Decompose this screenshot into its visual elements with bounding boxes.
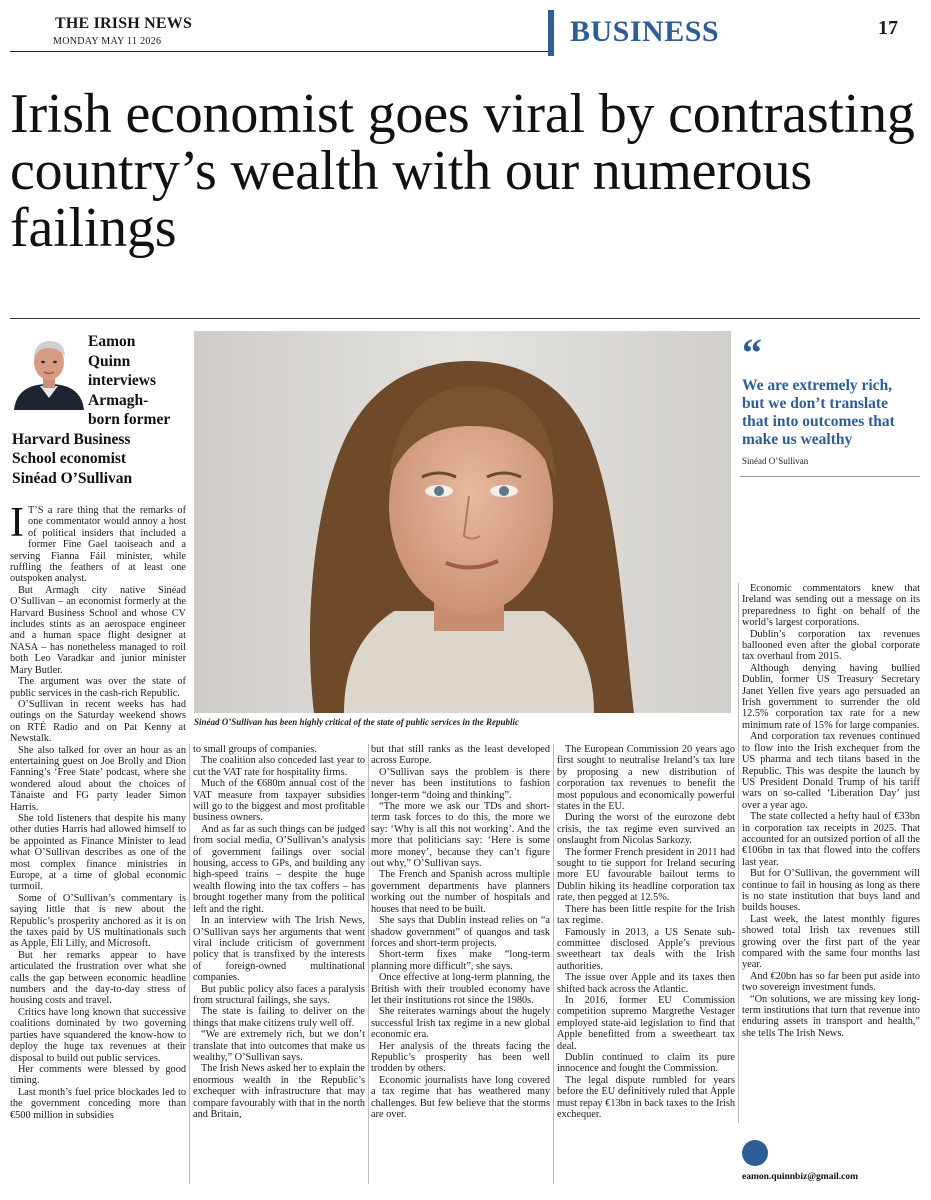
- column-rule: [553, 744, 554, 1184]
- paragraph: And as far as such things can be judged from social media, O’Sullivan’s analysis of government failings over social housing, access to GPs, and building any high-speed trains – despite the huge wealth flowing into the tax coffers – has brought together many from the political left and the right.: [193, 823, 365, 915]
- article-column-1: [10, 500, 186, 1121]
- paragraph: And corporation tax revenues continued to flow into the Irish exchequer from the US pharma and tech titans based in the Republic. This was despite the launch by US President Donald Trump of his tariff wars on so-called ‘Liberation Day’ just over a year ago.: [742, 731, 920, 811]
- paragraph: Critics have long known that successive coalitions dominated by two governing parties have squandered the know-how to deploy the huge tax revenues at their disposal to build out public services.: [10, 1006, 186, 1064]
- paragraph: But her remarks appear to have articulated the frustration over what she calls the gap between economic headline numbers and the day-to-day stress of housing costs and travel.: [10, 949, 186, 1007]
- paragraph: Some of O’Sullivan’s commentary is saying little that is new about the Republic’s prosperity anchored as it is on the taxes paid by US multinationals such as Apple, Eli Lilly, and Microsoft.: [10, 892, 186, 950]
- article-column-3: [371, 744, 550, 1120]
- paragraph: But Armagh city native Sinéad O’Sullivan – an economist formerly at the Harvard Business School and whose CV includes stints as an aerospace engineer and a human space flight designer at NASA – has nonetheless managed to roil both Leo Varadkar and junior minister Mary Butler.: [10, 584, 186, 676]
- paragraph: She told listeners that despite his many other duties Harris had allowed himself to be appointed as Finance Minister to lead what O’Sullivan describes as one of the most complex finance ministries in Europe, at a time of global economic turmoil.: [10, 812, 186, 893]
- pull-quote: We are extremely rich, but we don’t translate that into outcomes that make us wealthy: [742, 377, 895, 448]
- paragraph: “We are extremely rich, but we don’t translate that into outcomes that make us wealthy,” O’Sullivan says.: [193, 1029, 365, 1063]
- paragraph: to small groups of companies.: [193, 744, 317, 755]
- opening-paragraph-wrap: [10, 500, 186, 585]
- byline-line: School economist: [12, 450, 127, 467]
- section-accent-bar: [548, 10, 554, 56]
- pull-quote-rule: [740, 476, 920, 477]
- paragraph: The issue over Apple and its taxes then shifted back across the Atlantic.: [557, 972, 735, 995]
- paragraph: In 2016, former EU Commission competition supremo Margrethe Vestager employed state-aid legislation to find that Apple benefitted from a sweetheart tax deal.: [557, 994, 735, 1052]
- paragraph: But public policy also faces a paralysis from structural failings, she says.: [193, 983, 365, 1006]
- paragraph: The state collected a hefty haul of €33bn in corporation tax receipts in 2025. That accounted for an outsized portion of all the €106bn in tax that flowed into the coffers last year.: [742, 811, 920, 868]
- paragraph: Her analysis of the threats facing the Republic’s prosperity has been well trodden by others.: [371, 1040, 550, 1075]
- paragraph: During the worst of the eurozone debt crisis, the tax regime even survived an onslaught from Nicolas Sarkozy.: [557, 812, 735, 847]
- main-photo: [194, 331, 731, 713]
- article-headline: Irish economist goes viral by contrasting country’s wealth with our numerous failings: [10, 83, 915, 260]
- byline-line: Armagh-: [88, 391, 149, 409]
- article-column-2: [193, 744, 365, 1120]
- byline-line: Quinn: [88, 352, 131, 370]
- paragraph: The argument was over the state of public services in the cash-rich Republic.: [10, 676, 186, 699]
- section-label: BUSINESS: [570, 15, 720, 48]
- paragraph: The former French president in 2011 had sought to tie support for Ireland securing more EU favourable bailout terms to Dublin hiking its headline corporation tax rate, then pegged at 12.5%.: [557, 846, 735, 904]
- headline-rule: [10, 318, 920, 319]
- quote-mark-icon: “: [742, 330, 762, 375]
- paragraph: She also talked for over an hour as an entertaining guest on Joe Brolly and Dion Fanning’s ‘Free State’ podcast, where she wondered aloud about the choices of Tánaiste and FG party leader Simon Harris.: [10, 744, 186, 813]
- masthead-rule: [10, 51, 548, 52]
- paragraph: Once effective at long-term planning, the British with their troubled economy have let their institutions rot since the 1980s.: [371, 972, 550, 1006]
- photo-caption: Sinéad O’Sullivan has been highly critical of the state of public services in the Republic: [194, 717, 520, 727]
- paragraph: Dublin continued to claim its pure innocence and fought the Commission.: [557, 1051, 735, 1075]
- paragraph: The French and Spanish across multiple government departments have planners working out the number of hospitals and houses that need to be built.: [371, 869, 550, 915]
- paragraph: The legal dispute rumbled for years before the EU definitively ruled that Apple must repay €13bn in back taxes to the Irish exchequer.: [557, 1074, 735, 1120]
- paragraph: T’S a rare thing that the remarks of one commentator would annoy a host of political insiders that included a former Fine Gael taoiseach and a serving Fianna Fáil minister, while ruffling the feathers of at least one outspoken analyst.: [10, 505, 186, 585]
- byline-line: Sinéad O’Sullivan: [12, 469, 133, 487]
- paragraph: The Irish News asked her to explain the enormous wealth in the Republic’s exchequer with infrastructure that may compare favourably with that in the north and Britain,: [193, 1063, 365, 1120]
- paragraph: Economic journalists have long covered a tax regime that has weathered many challenges. But few believe that the storms are over.: [371, 1074, 550, 1120]
- byline-line: Eamon: [88, 333, 136, 350]
- paragraph: She reiterates warnings about the hugely successful Irish tax regime in a new global economic era.: [371, 1006, 550, 1041]
- newspaper-name: THE IRISH NEWS: [55, 15, 193, 32]
- paragraph: Dublin’s corporation tax revenues ballooned even after the global corporate tax overhaul from 2015.: [742, 628, 920, 663]
- paragraph: The state is failing to deliver on the things that make citizens truly well off.: [193, 1006, 365, 1029]
- drop-cap: I: [10, 500, 24, 546]
- paragraph: O’Sullivan in recent weeks has had outings on the Saturday weekend shows on RTÉ Radio and on Pat Kenny at Newstalk.: [10, 698, 186, 745]
- byline-line: Harvard Business: [12, 430, 131, 448]
- paragraph: There has been little respite for the Irish tax regime.: [557, 903, 735, 927]
- author-email[interactable]: eamon.quinnbiz@gmail.com: [742, 1172, 858, 1182]
- paragraph: “The more we ask our TDs and short-term task forces to do this, the more we say: ‘Why is all this not working’. And the more that politicians say: ‘Here is some more money’, because they can’t figure out why,” O’Sullivan says.: [371, 801, 550, 870]
- paragraph: Short-term fixes make “long-term planning more difficult”, she says.: [371, 949, 550, 972]
- end-marker-icon: [742, 1140, 768, 1166]
- paragraph: “On solutions, we are missing key long-term institutions that turn that revenue into enduring assets in transport and health,” she tells The Irish News.: [742, 993, 920, 1039]
- paragraph: Last week, the latest monthly figures showed total Irish tax revenues still growing over the first part of the year compared with the same four months last year.: [742, 913, 920, 971]
- paragraph: Although denying having bullied Dublin, former US Treasury Secretary Janet Yellen five years ago persuaded an Irish government to surrender the old 12.5% corporation tax rate for a new minimum rate of 15% for large companies.: [742, 662, 920, 731]
- pull-quote-attribution: Sinéad O’Sullivan: [742, 456, 809, 466]
- paragraph: but that still ranks as the least developed across Europe.: [371, 744, 550, 767]
- paragraph: She says that Dublin instead relies on “a shadow government” of quangos and task forces and short-term projects.: [371, 915, 550, 949]
- column-rule: [189, 744, 190, 1184]
- paragraph: Last month’s fuel price blockades led to the government conceding more than €500 million in subsidies: [10, 1086, 186, 1121]
- paragraph: But for O’Sullivan, the government will continue to fail in housing as long as there is no state institution that buys land and builds houses.: [742, 868, 920, 914]
- article-column-4: [557, 744, 735, 1120]
- paragraph: O’Sullivan says the problem is there never has been institutions to fashion longer-term “doing and thinking”.: [371, 766, 550, 801]
- paragraph: Economic commentators knew that Ireland was sending out a message on its preparedness to fight on behalf of the world’s largest corporations.: [742, 583, 920, 629]
- column-rule: [368, 744, 369, 1184]
- portrait-photo-image: [194, 331, 731, 713]
- page-number: 17: [878, 17, 898, 39]
- byline-line: born former: [88, 411, 171, 428]
- paragraph: The European Commission 20 years ago first sought to neutralise Ireland’s tax lure by proposing a new distribution of corporation tax revenues to benefit the most populous and economically powerful states in the EU.: [557, 744, 735, 813]
- publication-date: MONDAY MAY 11 2026: [53, 36, 162, 47]
- paragraph: In an interview with The Irish News, O’Sullivan says her arguments that went viral include criticism of government policy that is transfixed by the interests of foreign-owned multinational companies.: [193, 915, 365, 984]
- column-rule: [738, 583, 739, 1123]
- paragraph: Her comments were blessed by good timing.: [10, 1063, 186, 1087]
- paragraph: Much of the €680m annual cost of the VAT measure from taxpayer subsidies will go to the biggest and most profitable business owners.: [193, 778, 365, 824]
- byline: [12, 332, 192, 488]
- article-column-5: [742, 583, 920, 1039]
- masthead: [0, 0, 931, 62]
- byline-line: interviews: [88, 372, 157, 389]
- paragraph: Famously in 2013, a US Senate sub-committee disclosed Apple’s previous sweetheart tax deals with the Irish authorities.: [557, 926, 735, 972]
- paragraph: And €20bn has so far been put aside into two sovereign investment funds.: [742, 970, 920, 994]
- paragraph: The coalition also conceded last year to cut the VAT rate for hospitality firms.: [193, 755, 365, 778]
